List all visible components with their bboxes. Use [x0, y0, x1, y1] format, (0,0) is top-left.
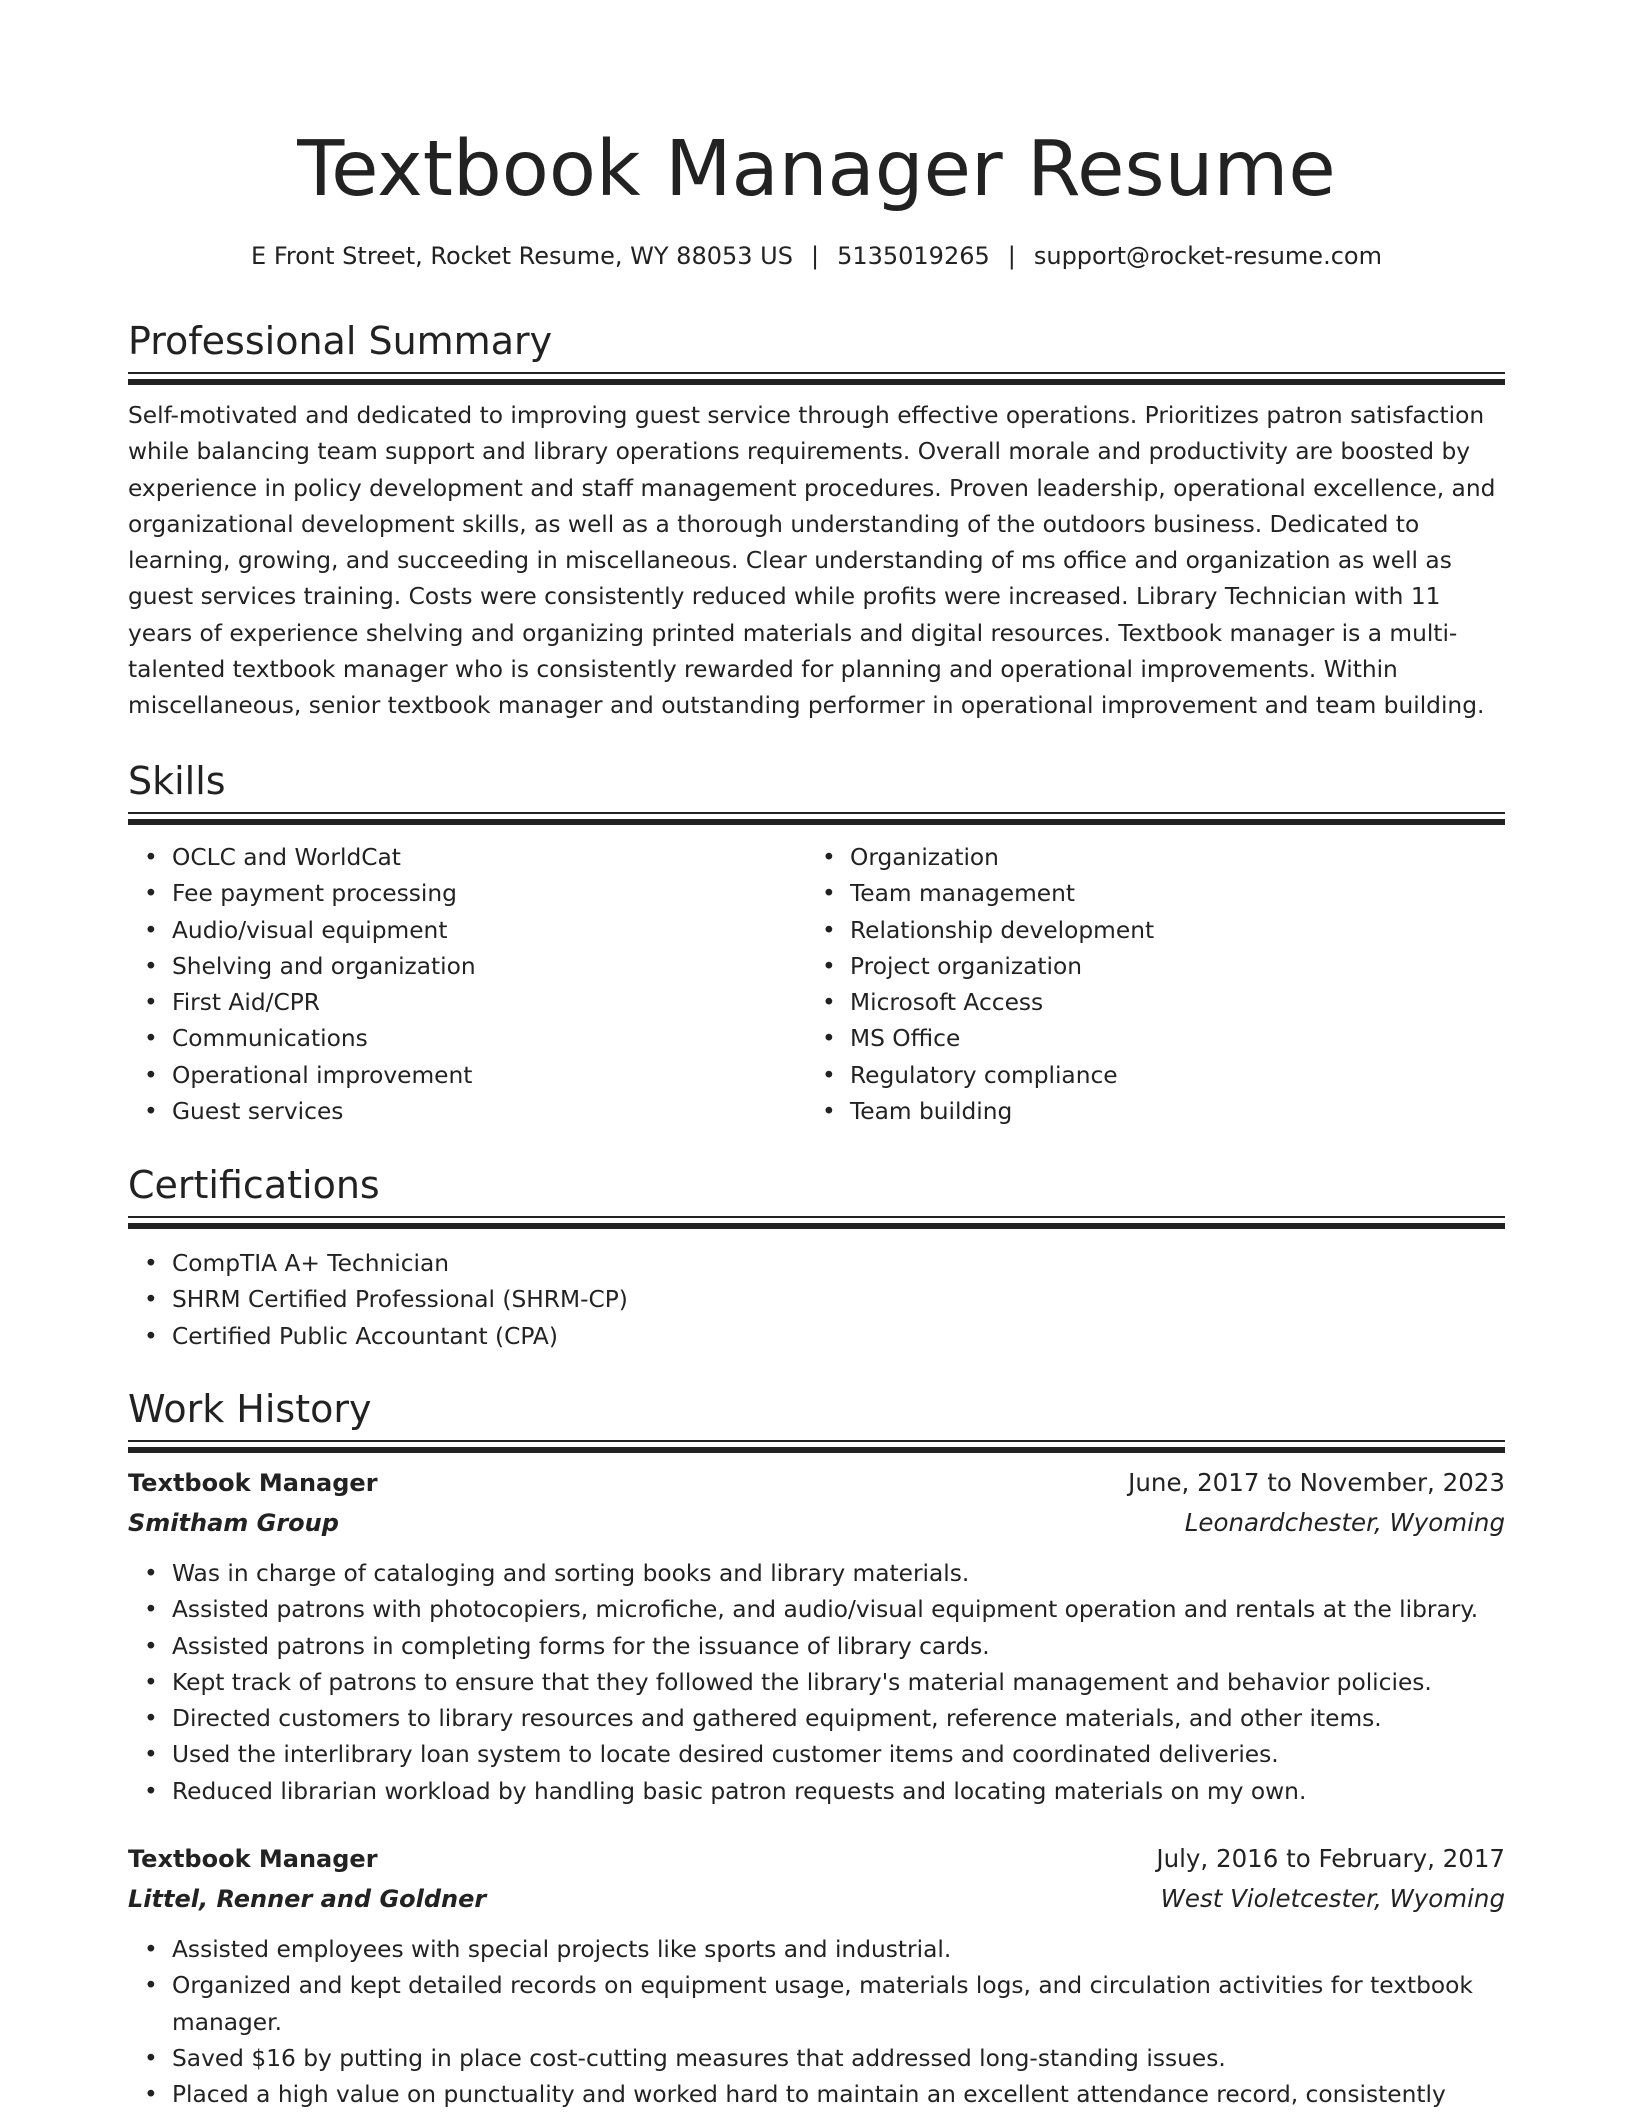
skill-item: • Guest services	[144, 1098, 344, 1126]
job-bullet: • Organized and kept detailed records on equipment usage, materials logs, and circulation activities for textbook manager.	[144, 1972, 1473, 2036]
certification-item: • CompTIA A+ Technician	[144, 1250, 450, 1277]
summary-section	[128, 318, 1505, 725]
skill-item: • Relationship development	[822, 916, 1155, 944]
section-divider	[128, 1216, 1505, 1230]
job-bullet: • Reduced librarian workload by handling basic patron requests and locating materials on my own.	[144, 1777, 1307, 1805]
job-bullets	[128, 1556, 1505, 1810]
contact-address: E Front Street, Rocket Resume, WY 88053 US	[251, 242, 793, 270]
resume-title: Textbook Manager Resume	[297, 125, 1336, 214]
job-bullet: • Assisted patrons in completing forms for the issuance of library cards.	[144, 1632, 990, 1660]
skills-list-right	[806, 840, 1484, 1130]
contact-separator: |	[1007, 242, 1016, 270]
job-location: West Violetcester, Wyoming	[1160, 1884, 1505, 1914]
job-location: Leonardchester, Wyoming	[1184, 1508, 1505, 1537]
job-bullet: • Kept track of patrons to ensure that they followed the library's material management and behavior policies.	[144, 1668, 1432, 1696]
certification-item: • Certified Public Accountant (CPA)	[144, 1322, 558, 1350]
job-title: Textbook Manager	[128, 1469, 378, 1497]
skills-section	[128, 758, 1505, 1130]
skill-item: • Regulatory compliance	[822, 1061, 1118, 1089]
job-entry	[128, 1840, 1505, 2113]
job-company: Littel, Renner and Goldner	[128, 1885, 487, 1914]
job-bullet: • Placed a high value on punctuality and worked hard to maintain an excellent attendance record, consistently	[144, 2081, 1446, 2109]
certifications-list	[128, 1246, 1505, 1355]
contact-email: support@rocket-resume.com	[1033, 242, 1382, 270]
job-bullet: • Used the interlibrary loan system to locate desired customer items and coordinated deliveries.	[144, 1741, 1279, 1769]
skill-item: • Team management	[822, 880, 1076, 908]
section-divider	[128, 812, 1505, 826]
job-header	[128, 1840, 1505, 1878]
skill-item: • Operational improvement	[144, 1061, 473, 1089]
job-bullets	[128, 1932, 1505, 2113]
skill-item: • Fee payment processing	[144, 880, 457, 908]
skills-grid	[128, 840, 1505, 1130]
resume-page	[128, 0, 1505, 2109]
contact-line	[128, 240, 1505, 272]
summary-text: Self-motivated and dedicated to improving guest service through effective operations. Prioritizes patron satisfaction while balancing team support and library operations requirements. Overall morale and productivity are boosted by experience in policy development and staff management procedures. Proven leadership, operational excellence, and organizational development skills, as well as a thorough understanding of the outdoors business. Dedicated to learning, growing, and succeeding in miscellaneous. Clear understanding of ms office and organization as well as guest services training. Costs were consistently reduced while profits were increased. Library Technician with 11 years of experience shelving and organizing printed materials and digital resources. Textbook manager is a multi-talented textbook manager who is consistently rewarded for planning and operational improvements. Within miscellaneous, senior textbook manager and outstanding performer in operational improvement and team building.	[128, 402, 1496, 720]
skill-item: • First Aid/CPR	[144, 989, 320, 1017]
contact-separator: |	[810, 242, 820, 270]
skill-item: • Project organization	[822, 952, 1082, 980]
skill-item: • OCLC and WorldCat	[144, 844, 401, 871]
summary-heading: Professional Summary	[128, 319, 553, 363]
skill-item: • Audio/visual equipment	[144, 916, 448, 944]
skills-heading: Skills	[128, 759, 226, 803]
job-bullet: • Directed customers to library resources and gathered equipment, reference materials, and other items.	[144, 1705, 1382, 1733]
skill-item: • Shelving and organization	[144, 952, 476, 980]
work-history-section	[128, 1386, 1505, 2114]
job-bullet: • Saved $16 by putting in place cost-cutting measures that addressed long-standing issues.	[144, 2044, 1226, 2072]
job-company: Smitham Group	[128, 1509, 339, 1537]
certification-item: • SHRM Certified Professional (SHRM-CP)	[144, 1286, 628, 1314]
job-subheader	[128, 1504, 1505, 1542]
skill-item: • Organization	[822, 844, 999, 871]
job-subheader	[128, 1880, 1505, 1918]
job-title: Textbook Manager	[128, 1845, 378, 1874]
job-bullet: • Assisted employees with special projects like sports and industrial.	[144, 1936, 952, 1964]
skill-item: • Communications	[144, 1025, 368, 1053]
job-bullet: • Was in charge of cataloging and sorting books and library materials.	[144, 1560, 970, 1587]
contact-phone: 5135019265	[837, 242, 990, 270]
skill-item: • Microsoft Access	[822, 989, 1044, 1017]
section-divider	[128, 1440, 1505, 1454]
job-entry	[128, 1464, 1505, 1810]
job-dates: June, 2017 to November, 2023	[1128, 1468, 1505, 1497]
job-dates: July, 2016 to February, 2017	[1156, 1844, 1505, 1874]
skill-item: • MS Office	[822, 1025, 961, 1053]
skill-item: • Team building	[822, 1098, 1013, 1126]
job-bullet: • Assisted patrons with photocopiers, microfiche, and audio/visual equipment operation and rentals at the library.	[144, 1596, 1479, 1624]
certifications-heading: Certifications	[128, 1163, 380, 1207]
job-header	[128, 1464, 1505, 1502]
section-divider	[128, 372, 1505, 386]
skills-list-left	[128, 840, 806, 1130]
work-history-heading: Work History	[128, 1387, 372, 1431]
certifications-section	[128, 1162, 1505, 1355]
